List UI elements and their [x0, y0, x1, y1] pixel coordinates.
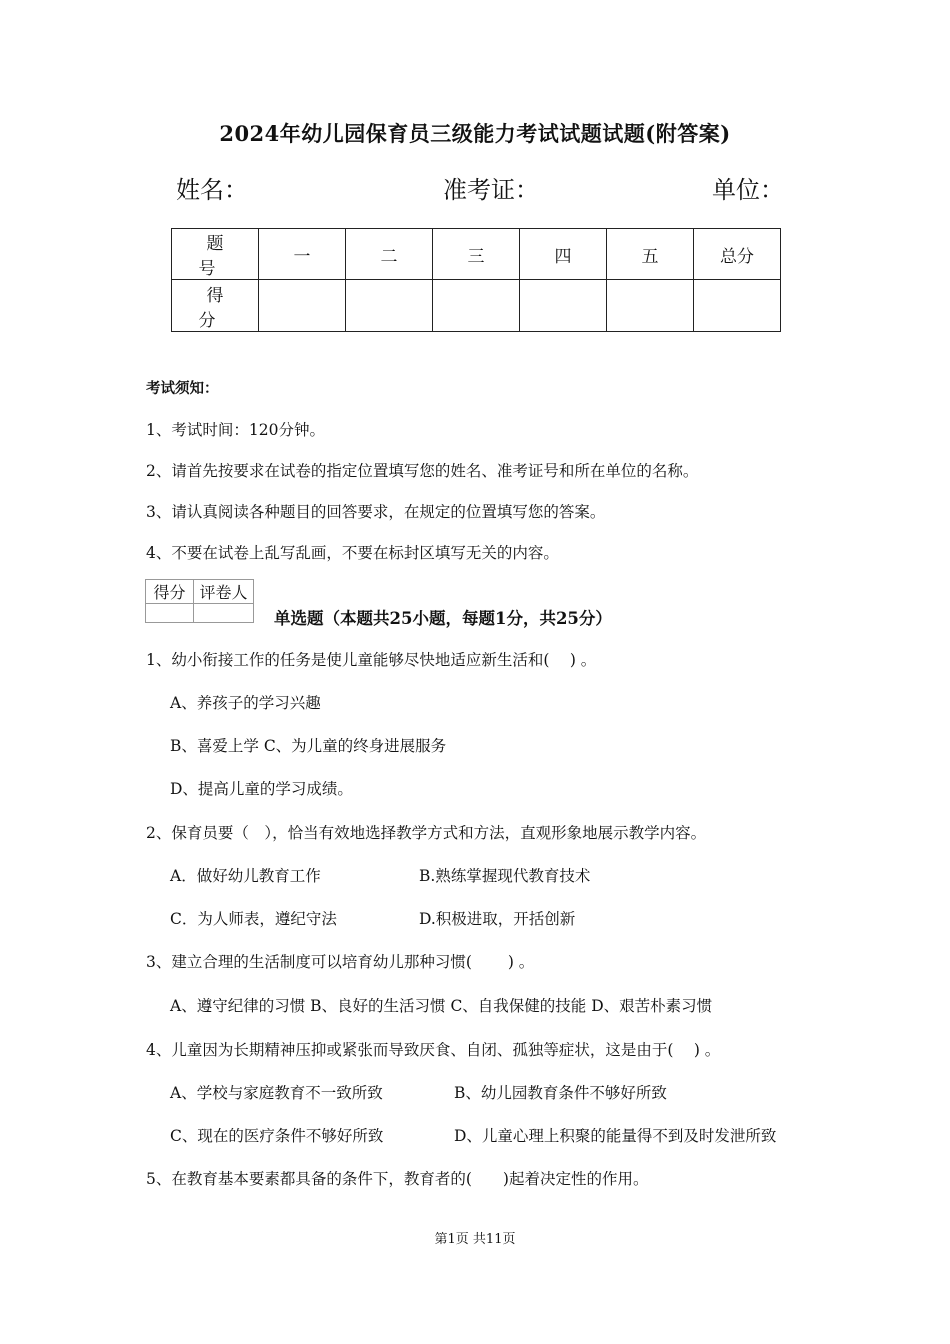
notice-item: 2、请首先按要求在试卷的指定位置填写您的姓名、准考证号和所在单位的名称。	[146, 462, 699, 480]
name-field-label: 姓名：	[176, 176, 248, 204]
question-stem: 4、儿童因为长期精神压抑或紧张而导致厌食、自闭、孤独等症状，这是由于( ) 。	[146, 1041, 721, 1059]
score-header-cell: 三	[433, 229, 520, 280]
score-header-cell: 总分	[694, 229, 781, 280]
grader-box	[145, 579, 254, 623]
score-table	[171, 228, 781, 332]
score-cell[interactable]	[520, 280, 607, 332]
grader-name-cell[interactable]	[194, 604, 254, 623]
page-footer: 第1页 共11页	[434, 1232, 516, 1247]
question-stem: 5、在教育基本要素都具备的条件下，教育者的( )起着决定性的作用。	[146, 1170, 649, 1188]
section-heading: 单选题（本题共25小题，每题1分，共25分）	[274, 609, 612, 628]
score-cell[interactable]	[607, 280, 694, 332]
question-option: A、学校与家庭教育不一致所致	[170, 1084, 383, 1102]
score-header-cell: 一	[259, 229, 346, 280]
grader-score-label: 得分	[146, 580, 194, 604]
question-option: A、遵守纪律的习惯 B、良好的生活习惯 C、自我保健的技能 D、艰苦朴素习惯	[170, 997, 713, 1015]
question-option: A．做好幼儿教育工作	[170, 867, 321, 885]
question-option: D.积极进取，开括创新	[419, 910, 576, 928]
question-stem: 2、保育员要（ ），恰当有效地选择教学方式和方法，直观形象地展示教学内容。	[146, 824, 707, 842]
question-option: D、提高儿童的学习成绩。	[170, 780, 353, 798]
unit-field-label: 单位：	[712, 176, 784, 204]
question-stem: 3、建立合理的生活制度可以培育幼儿那种习惯( ) 。	[146, 953, 535, 971]
score-cell[interactable]	[433, 280, 520, 332]
question-option: D、儿童心理上积聚的能量得不到及时发泄所致	[454, 1127, 777, 1145]
grader-score-cell[interactable]	[146, 604, 194, 623]
question-stem: 1、幼小衔接工作的任务是使儿童能够尽快地适应新生活和( ) 。	[146, 651, 597, 669]
score-cell[interactable]	[694, 280, 781, 332]
score-header-cell: 二	[346, 229, 433, 280]
notice-item: 1、考试时间：120分钟。	[146, 421, 325, 439]
question-option: C．为人师表，遵纪守法	[170, 910, 337, 928]
notice-item: 3、请认真阅读各种题目的回答要求，在规定的位置填写您的答案。	[146, 503, 606, 521]
question-option: B、喜爱上学 C、为儿童的终身进展服务	[170, 737, 447, 755]
score-header-cell: 题 号	[172, 229, 259, 280]
question-option: B.熟练掌握现代教育技术	[419, 867, 591, 885]
score-header-cell: 四	[520, 229, 607, 280]
score-table-header-row	[172, 229, 781, 280]
question-option: C、现在的医疗条件不够好所致	[170, 1127, 384, 1145]
score-cell[interactable]	[346, 280, 433, 332]
notice-heading: 考试须知：	[146, 380, 219, 397]
score-row-label: 得 分	[172, 280, 259, 332]
score-header-cell: 五	[607, 229, 694, 280]
notice-item: 4、不要在试卷上乱写乱画，不要在标封区填写无关的内容。	[146, 544, 559, 562]
question-option: A、养孩子的学习兴趣	[170, 694, 321, 712]
grader-name-label: 评卷人	[194, 580, 254, 604]
document-title: 2024年幼儿园保育员三级能力考试试题试题(附答案)	[219, 121, 731, 146]
score-table-score-row	[172, 280, 781, 332]
question-option: B、幼儿园教育条件不够好所致	[454, 1084, 667, 1102]
ticket-field-label: 准考证：	[443, 176, 539, 204]
